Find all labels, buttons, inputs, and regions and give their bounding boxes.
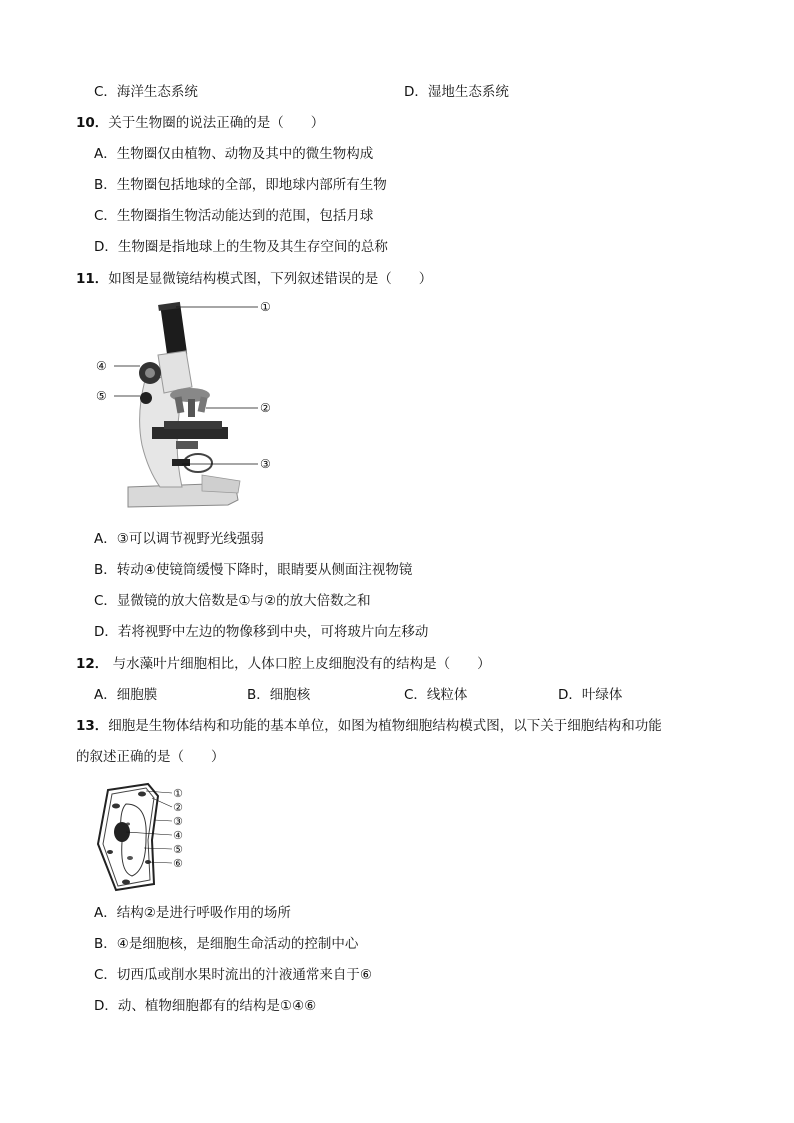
q12-option-a: A．细胞膜 — [94, 687, 158, 703]
q11-option-a: A．③可以调节视野光线强弱 — [94, 531, 264, 547]
q10-stem — [76, 114, 324, 132]
q12-number: 12． — [76, 656, 109, 672]
q12-stem — [76, 655, 491, 673]
cell-label-1: ① — [173, 787, 183, 800]
q12-option-c: C．线粒体 — [404, 687, 468, 703]
q10-number: 10． — [76, 115, 109, 131]
q11-number: 11． — [76, 271, 109, 287]
q10-option-b: B．生物圈包括地球的全部，即地球内部所有生物 — [94, 177, 387, 193]
microscope-label-2: ② — [260, 401, 271, 415]
q10-stem-text: 关于生物圈的说法正确的是（ ） — [108, 115, 325, 131]
cell-label-6: ⑥ — [173, 857, 183, 870]
q13-option-b: B．④是细胞核，是细胞生命活动的控制中心 — [94, 936, 359, 952]
q11-option-b: B．转动④使镜筒缓慢下降时，眼睛要从侧面注视物镜 — [94, 562, 413, 578]
microscope-figure — [90, 295, 290, 520]
q10-option-c: C．生物圈指生物活动能达到的范围，包括月球 — [94, 208, 374, 224]
microscope-label-1: ① — [260, 300, 271, 314]
plant-cell-figure — [96, 782, 196, 894]
q9-option-c: C．海洋生态系统 — [94, 84, 198, 100]
q13-option-d: D．动、植物细胞都有的结构是①④⑥ — [94, 998, 317, 1014]
microscope-label-5: ⑤ — [96, 389, 107, 403]
q13-option-c: C．切西瓜或削水果时流出的汁液通常来自于⑥ — [94, 967, 373, 983]
q11-option-d: D．若将视野中左边的物像移到中央，可将玻片向左移动 — [94, 624, 429, 640]
q13-number: 13． — [76, 718, 109, 734]
q11-stem — [76, 270, 432, 288]
cell-label-5: ⑤ — [173, 843, 183, 856]
q12-option-b: B．细胞核 — [247, 687, 311, 703]
cell-label-3: ③ — [173, 815, 183, 828]
microscope-label-4: ④ — [96, 359, 107, 373]
microscope-label-3: ③ — [260, 457, 271, 471]
q11-option-c: C．显微镜的放大倍数是①与②的放大倍数之和 — [94, 593, 371, 609]
q12-option-d: D．叶绿体 — [558, 687, 623, 703]
q10-option-a: A．生物圈仅由植物、动物及其中的微生物构成 — [94, 146, 374, 162]
q9-option-d: D．湿地生态系统 — [404, 84, 509, 100]
q13-stem-text-1: 细胞是生物体结构和功能的基本单位，如图为植物细胞结构模式图，以下关于细胞结构和功能 — [108, 718, 662, 734]
cell-label-4: ④ — [173, 829, 183, 842]
q11-stem-text: 如图是显微镜结构模式图，下列叙述错误的是（ ） — [108, 271, 433, 287]
cell-label-2: ② — [173, 801, 183, 814]
q13-stem-line1 — [76, 717, 662, 735]
q13-option-a: A．结构②是进行呼吸作用的场所 — [94, 905, 291, 921]
q12-stem-text: 与水藻叶片细胞相比，人体口腔上皮细胞没有的结构是（ ） — [108, 656, 491, 672]
q10-option-d: D．生物圈是指地球上的生物及其生存空间的总称 — [94, 239, 388, 255]
q13-stem-line2: 的叙述正确的是（ ） — [76, 749, 225, 765]
